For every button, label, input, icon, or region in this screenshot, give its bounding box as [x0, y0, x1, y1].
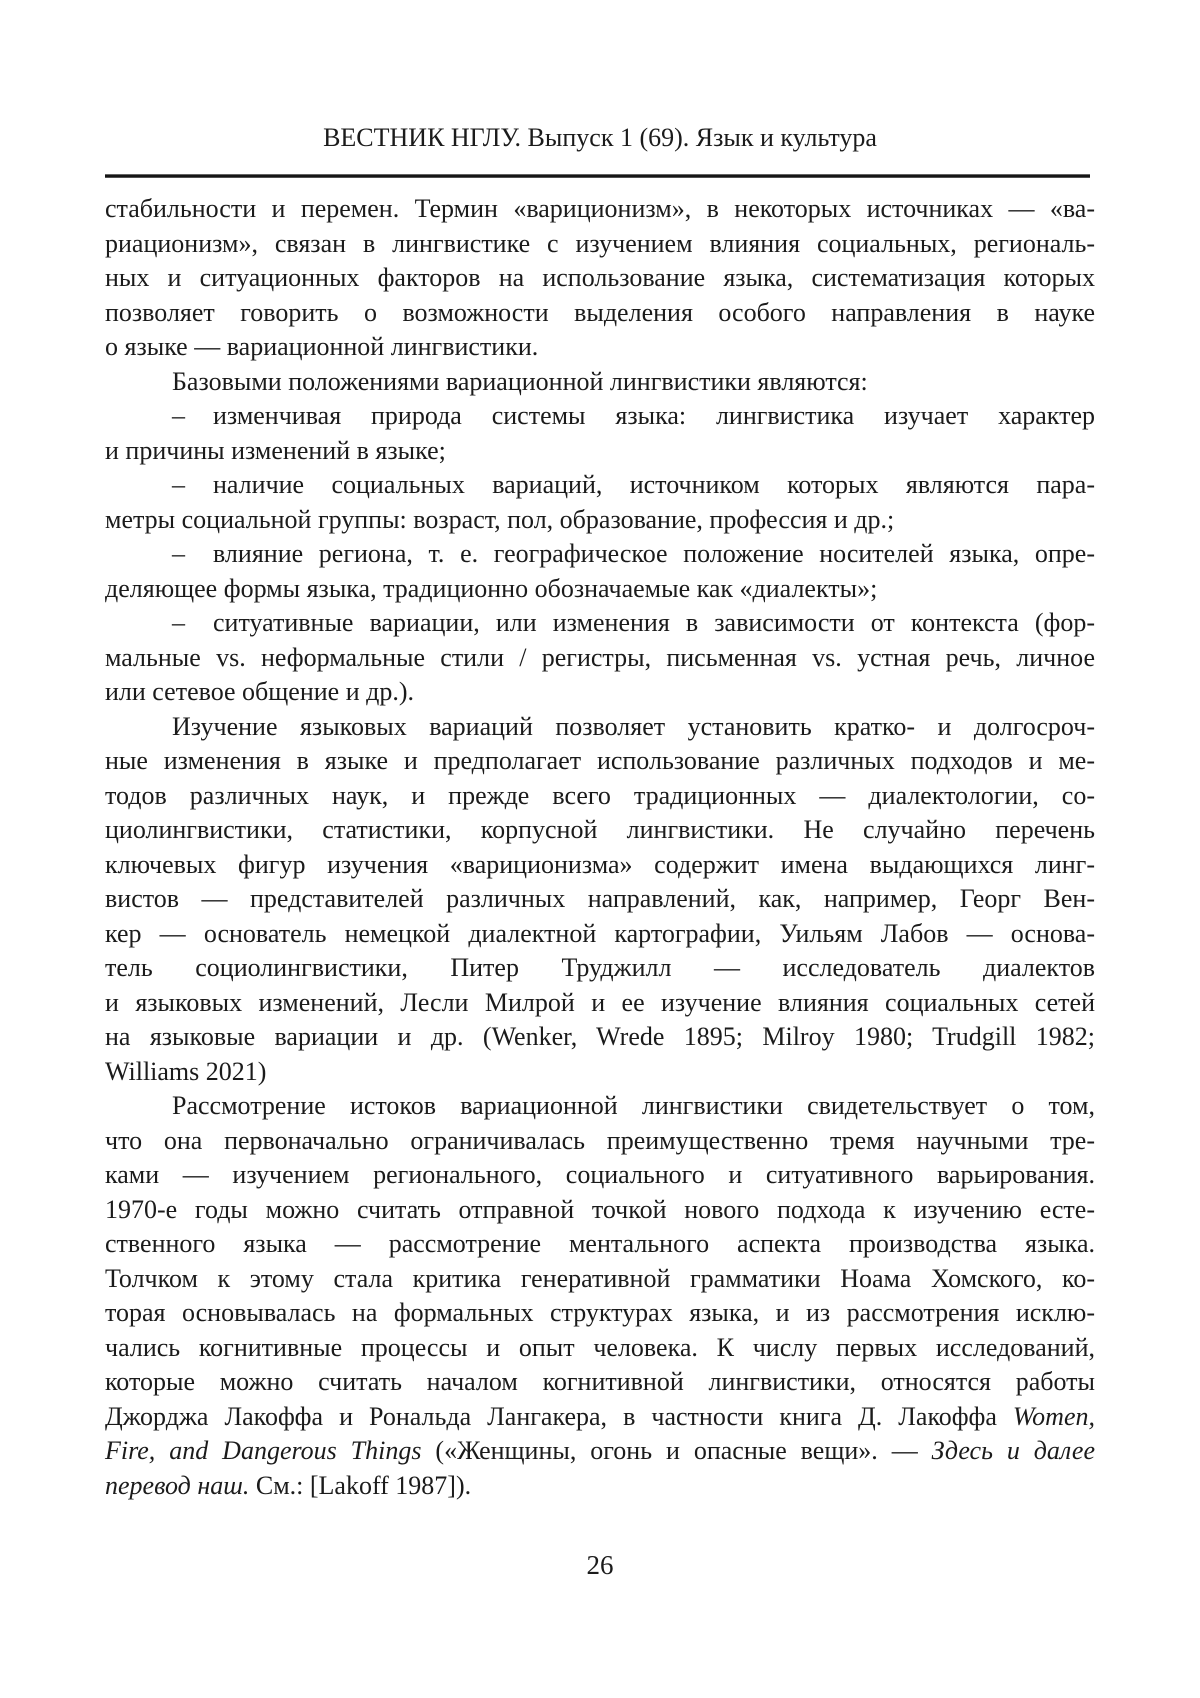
list-line: [105, 675, 1095, 710]
body-text: которые можно считать началом когнитивной лингвистики, относятся работы: [105, 1367, 1095, 1396]
paragraph-line: [105, 1193, 1095, 1228]
list-line: [105, 572, 1095, 607]
paragraph-line: [105, 1469, 1095, 1504]
list-item: [105, 537, 1095, 606]
page-body: [105, 192, 1095, 1503]
paragraph-line: [105, 1158, 1095, 1193]
paragraph-line: [105, 1365, 1095, 1400]
paragraph-line: [105, 744, 1095, 779]
page-number: 26: [586, 1550, 614, 1580]
body-text: ключевых фигур изучения «вариционизма» содержит имена выдающихся линг-: [105, 849, 1095, 879]
paragraph-line: [105, 1124, 1095, 1159]
body-text: торая основывалась на формальных структурах языка, и из рассмотрения исклю-: [105, 1298, 1095, 1327]
header-rule: [105, 174, 1090, 178]
body-text: тель социолингвистики, Питер Труджилл — исследователь диалектов: [105, 953, 1095, 982]
body-text: стабильности и перемен. Термин «вариционизм», в некоторых источниках — «ва-: [105, 194, 1095, 223]
list-line: [105, 503, 1095, 538]
body-text: деляющее формы языка, традиционно обозначаемые как «диалекты»;: [105, 573, 878, 603]
body-text: Джорджа Лакоффа и Рональда Лангакера, в частности книга Д. Лакоффа: [105, 1401, 1013, 1431]
body-text: Изучение языковых вариаций позволяет установить кратко- и долгосроч-: [172, 711, 1095, 741]
body-text: метры социальной группы: возраст, пол, образование, профессия и др.;: [105, 504, 895, 534]
body-text: ных и ситуационных факторов на использование языка, систематизация которых: [105, 263, 1095, 292]
list-marker: –: [172, 608, 185, 637]
list-item: [105, 606, 1095, 710]
body-text: мальные vs. неформальные стили / регистры, письменная vs. устная речь, личное: [105, 642, 1095, 672]
body-text: 1970-е годы можно считать отправной точкой нового подхода к изучению есте-: [105, 1194, 1095, 1224]
paragraph: [105, 365, 1095, 400]
paragraph-line: [105, 1020, 1095, 1055]
paragraph-line: [105, 227, 1095, 262]
paragraph-line: [105, 1089, 1095, 1124]
body-text: ками — изучением регионального, социального и ситуативного варьирования.: [105, 1160, 1095, 1189]
paragraph-line: [105, 882, 1095, 917]
body-text: Базовыми положениями вариационной лингвистики являются:: [172, 366, 868, 396]
paragraph-line: [105, 1227, 1095, 1262]
journal-header: ВЕСТНИК НГЛУ. Выпуск 1 (69). Язык и культура: [323, 123, 877, 152]
paragraph-line: [105, 1400, 1095, 1435]
paragraph-line: [105, 261, 1095, 296]
body-text: позволяет говорить о возможности выделения особого направления в науке: [105, 297, 1095, 327]
list-line: [105, 468, 1095, 503]
body-text: ситуативные вариации, или изменения в зависимости от контекста (фор-: [213, 608, 1095, 637]
paragraph-line: [105, 296, 1095, 331]
body-text: риационизм», связан в лингвистике с изучением влияния социальных, региональ-: [105, 228, 1095, 258]
body-text: ные изменения в языке и предполагает использование различных подходов и ме-: [105, 746, 1095, 775]
list-line: [105, 641, 1095, 676]
paragraph-line: [105, 1262, 1095, 1297]
paragraph-line: [105, 848, 1095, 883]
body-text: и причины изменений в языке;: [105, 435, 446, 465]
italic-text: Здесь и далее: [931, 1436, 1095, 1465]
paragraph-line: [105, 710, 1095, 745]
paragraph-line: [105, 951, 1095, 986]
body-text: и языковых изменений, Лесли Милрой и ее изучение влияния социальных сетей: [105, 987, 1095, 1017]
body-text: тодов различных наук, и прежде всего традиционных — диалектологии, со-: [105, 780, 1095, 810]
list-item: [105, 468, 1095, 537]
list-marker: –: [172, 401, 185, 430]
body-text: чались когнитивные процессы и опыт человека. К числу первых исследований,: [105, 1332, 1095, 1362]
list-line: [105, 434, 1095, 469]
list-marker: –: [172, 539, 185, 568]
body-text: («Женщины, огонь и опасные вещи». —: [421, 1436, 932, 1465]
paragraph-line: [105, 1296, 1095, 1331]
body-text: См.: [Lakoff 1987]).: [249, 1470, 472, 1500]
paragraph: [105, 710, 1095, 1090]
body-text: Толчком к этому стала критика генеративной грамматики Ноама Хомского, ко-: [105, 1263, 1095, 1293]
body-text: кер — основатель немецкой диалектной картографии, Уильям Лабов — основа-: [105, 918, 1095, 948]
list-line: [105, 399, 1095, 434]
body-text: что она первоначально ограничивалась преимущественно тремя научными тре-: [105, 1125, 1095, 1155]
italic-text: Fire, and Dangerous Things: [105, 1436, 422, 1465]
paragraph-line: [105, 1434, 1095, 1469]
body-text: о языке — вариационной лингвистики.: [105, 332, 539, 361]
paragraph-line: [105, 986, 1095, 1021]
body-text: ственного языка — рассмотрение ментального аспекта производства языка.: [105, 1229, 1095, 1258]
body-text: или сетевое общение и др.).: [105, 677, 415, 706]
paragraph-line: [105, 917, 1095, 952]
list-line: [105, 606, 1095, 641]
paragraph-line: [105, 1055, 1095, 1090]
paragraph-line: [105, 365, 1095, 400]
body-text: Williams 2021): [105, 1056, 267, 1086]
list-line: [105, 537, 1095, 572]
paragraph-line: [105, 330, 1095, 365]
paragraph-line: [105, 779, 1095, 814]
body-text: наличие социальных вариаций, источником которых являются пара-: [213, 470, 1095, 499]
body-text: вистов — представителей различных направлений, как, например, Георг Вен-: [105, 884, 1095, 913]
body-text: на языковые вариации и др. (Wenker, Wrede 1895; Milroy 1980; Trudgill 1982;: [105, 1022, 1095, 1051]
body-text: циолингвистики, статистики, корпусной лингвистики. Не случайно перечень: [105, 815, 1095, 844]
list-marker: –: [172, 470, 185, 499]
body-text: Рассмотрение истоков вариационной лингвистики свидетельствует о том,: [172, 1091, 1095, 1120]
body-text: влияние региона, т. е. географическое положение носителей языка, опре-: [213, 539, 1095, 568]
paragraph-line: [105, 813, 1095, 848]
list-item: [105, 399, 1095, 468]
italic-text: Women,: [1012, 1401, 1095, 1431]
paragraph-line: [105, 1331, 1095, 1366]
paragraph: [105, 1089, 1095, 1503]
paragraph-line: [105, 192, 1095, 227]
italic-text: перевод наш.: [105, 1470, 250, 1500]
paragraph: [105, 192, 1095, 365]
body-text: изменчивая природа системы языка: лингвистика изучает характер: [213, 401, 1095, 430]
